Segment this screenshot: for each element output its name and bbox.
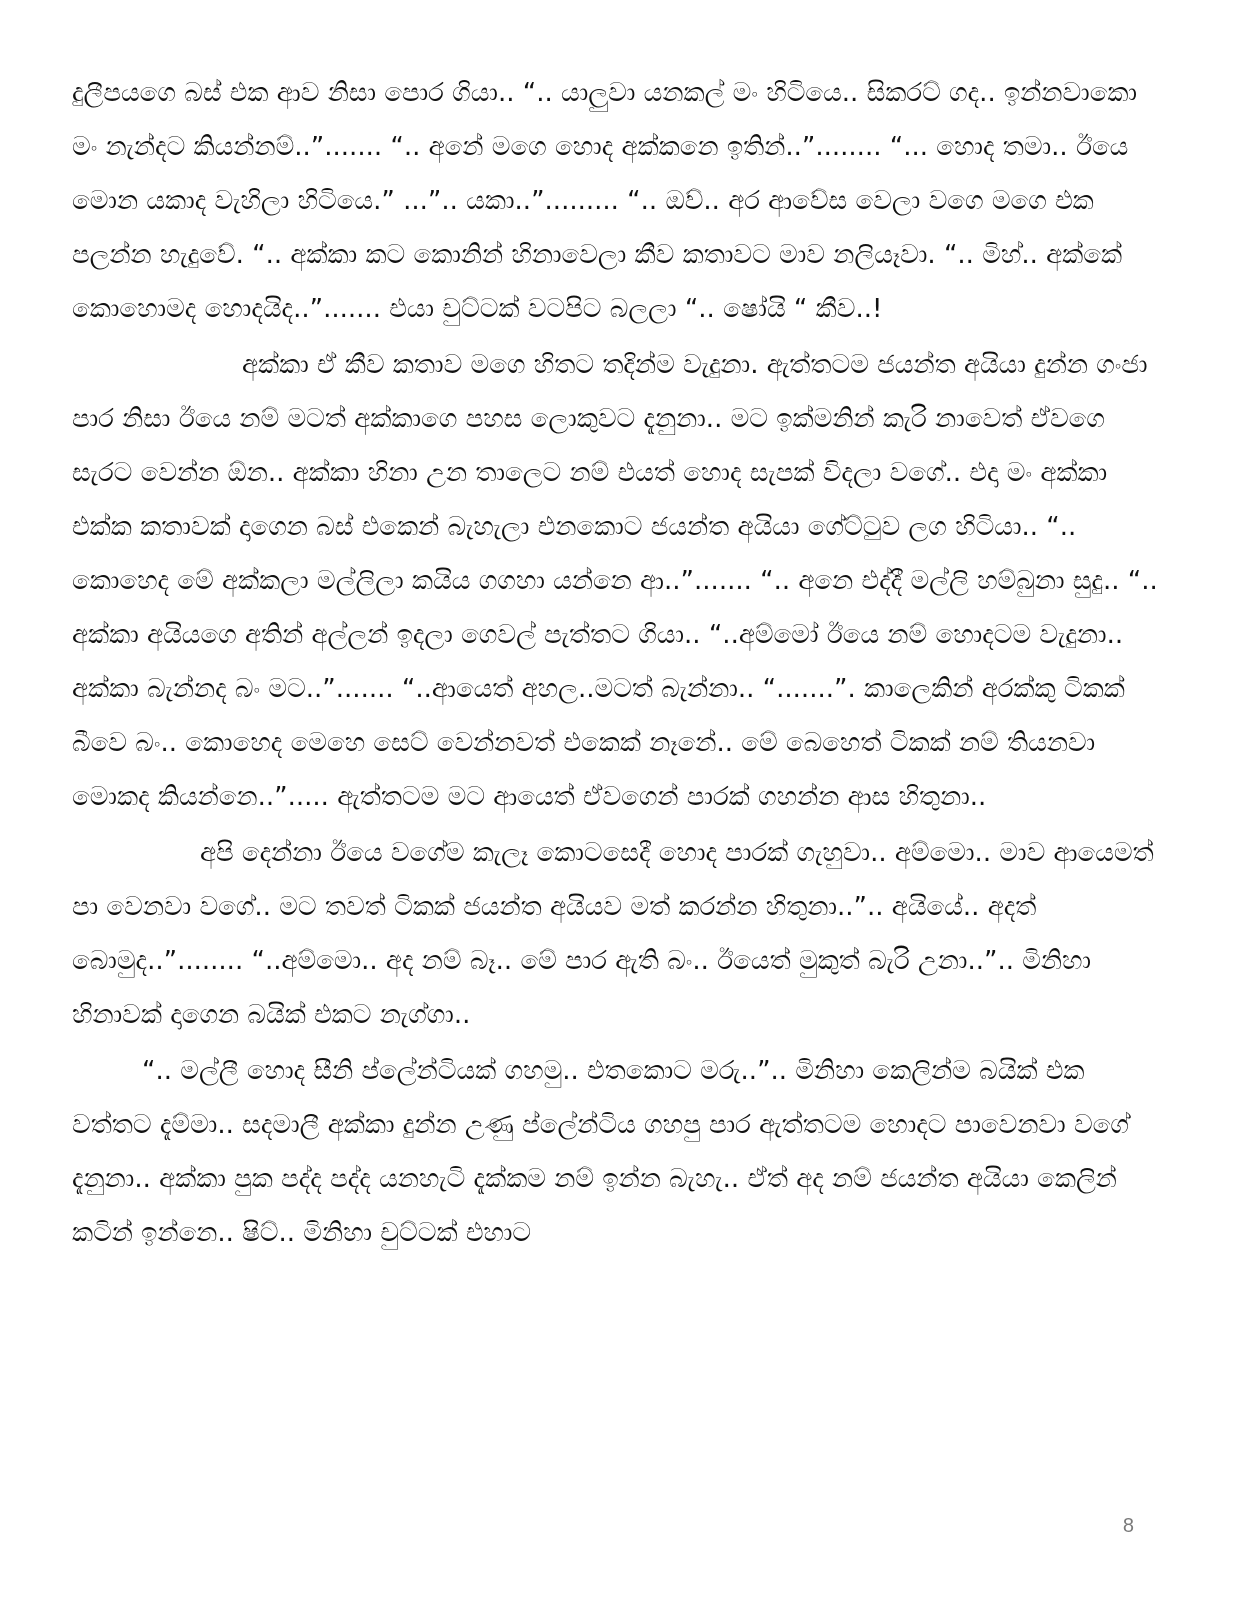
- body-text: [72, 66, 1162, 1260]
- paragraph-3: අපි දෙන්නා ඊයෙ වගේම කැලෑ කොටසෙදී හොද පාරක් ගැහුවා.. අම්මො.. මාව ආයෙමත් පා වෙනවා වගේ.. මට තවත් ටිකක් ජයන්ත අයියව මත් කරන්න හිතුනා..”.. අයියේ.. අදත් බොමුද..”........ “..අම්මො.. අද නම් බෑ.. මේ පාර ඇති බං.. ඊයෙත් මුකුත් බැරි උනා..”.. මිනිහා හිනාවක් දාගෙන බයික් එකට නැග්ගා..: [72, 838, 1154, 1030]
- paragraph-4: “.. මල්ලී හොද සීනි ප්ලේන්ටියක් ගහමු.. එතකොට මරු..”.. මිනිහා කෙලින්ම බයික් එක වත්තට දැම්මා.. සදමාලී අක්කා දුන්න උණු ප්ලේන්ටිය ගහපු පාර ඇත්තටම හොදට පාවෙනවා වගේ දැනුනා.. අක්කා පුක පද්ද පද්ද යනහැටි දැක්කම නම් ඉන්න බැහැ.. ඒත් අද නම් ජයන්ත අයියා කෙලින් කටින් ඉන්නෙ.. ෂිට්.. මිනිහා චුට්ටක් එහාට: [72, 1056, 1129, 1248]
- page-number: 8: [1122, 1515, 1134, 1537]
- paragraph-2: අක්කා ඒ කීව කතාව මගෙ හිතට තදින්ම වැදුනා. ඇත්තටම ජයන්ත අයියා දුන්න ගංජා පාර නිසා ඊයෙ නම් මටත් අක්කාගෙ පහස ලොකුවට දැනුනා.. මට ඉක්මනින් කැරි නාවෙත් ඒවගෙ සැරට වෙන්න ඕන.. අක්කා හිනා උන තාලෙට නම් එයත් හොද සැපක් විදලා වගේ.. එදා මං අක්කා එක්ක කතාවක් දාගෙන බස් එකෙන් බැහැලා එනකොට ජයන්ත අයියා ගේට්ටුව ලග හිටියා.. “.. කොහෙද මේ අක්කලා මල්ලිලා කයිය ගගහා යන්නෙ ආ..”....... “.. අනෙ එද්දී මල්ලි හම්බුනා සුදු.. “.. අක්කා අයියගෙ අතින් අල්ලන් ඉදලා ගෙවල් පැත්තට ගියා.. “..අම්මෝ ඊයෙ නම් හොදටම වැදුනා.. අක්කා බැන්නද බං මට..”....... “..ආයෙත් අහල..මටත් බැන්නා.. “.......”. කාලෙකින් අරක්කු ටිකක් බීවෙ බං.. කොහෙද මෙහෙ සෙට් වෙන්නවත් එකෙක් නෑනේ.. මේ බෙහෙත් ටිකක් නම් තියනවා මොකද කියන්නෙ..”..... ඇත්තටම මට ආයෙත් ඒවගෙන් පාරක් ගහන්න ආස හිතුනා..: [72, 350, 1158, 812]
- paragraph-1: දුලීපයගෙ බස් එක ආව නිසා පොර ගියා.. “.. යාලුවා යනකල් මං හිටියෙ.. සිකරට් ගද.. ඉන්නවාකො මං නැන්දට කියන්නම්..”....... “.. අනේ මගෙ හොද අක්කනෙ ඉතින්..”........ “... හොද තමා.. ඊයෙ මොන යකාද වැහිලා හිටියෙ.” ...”.. යකා..”......... “.. ඔව්.. අර ආවේස වෙලා වගෙ මගෙ එක පලන්න හැදුවේ. “.. අක්කා කට කොනින් හිනාවෙලා කීව කතාවට මාව නලියෑවා. “.. මිහ්.. අක්කේ කොහොමද හොදයිද..”....... එයා චුට්ටක් වටපිට බලලා “.. ෂෝයි “ කීව..!: [72, 78, 1138, 324]
